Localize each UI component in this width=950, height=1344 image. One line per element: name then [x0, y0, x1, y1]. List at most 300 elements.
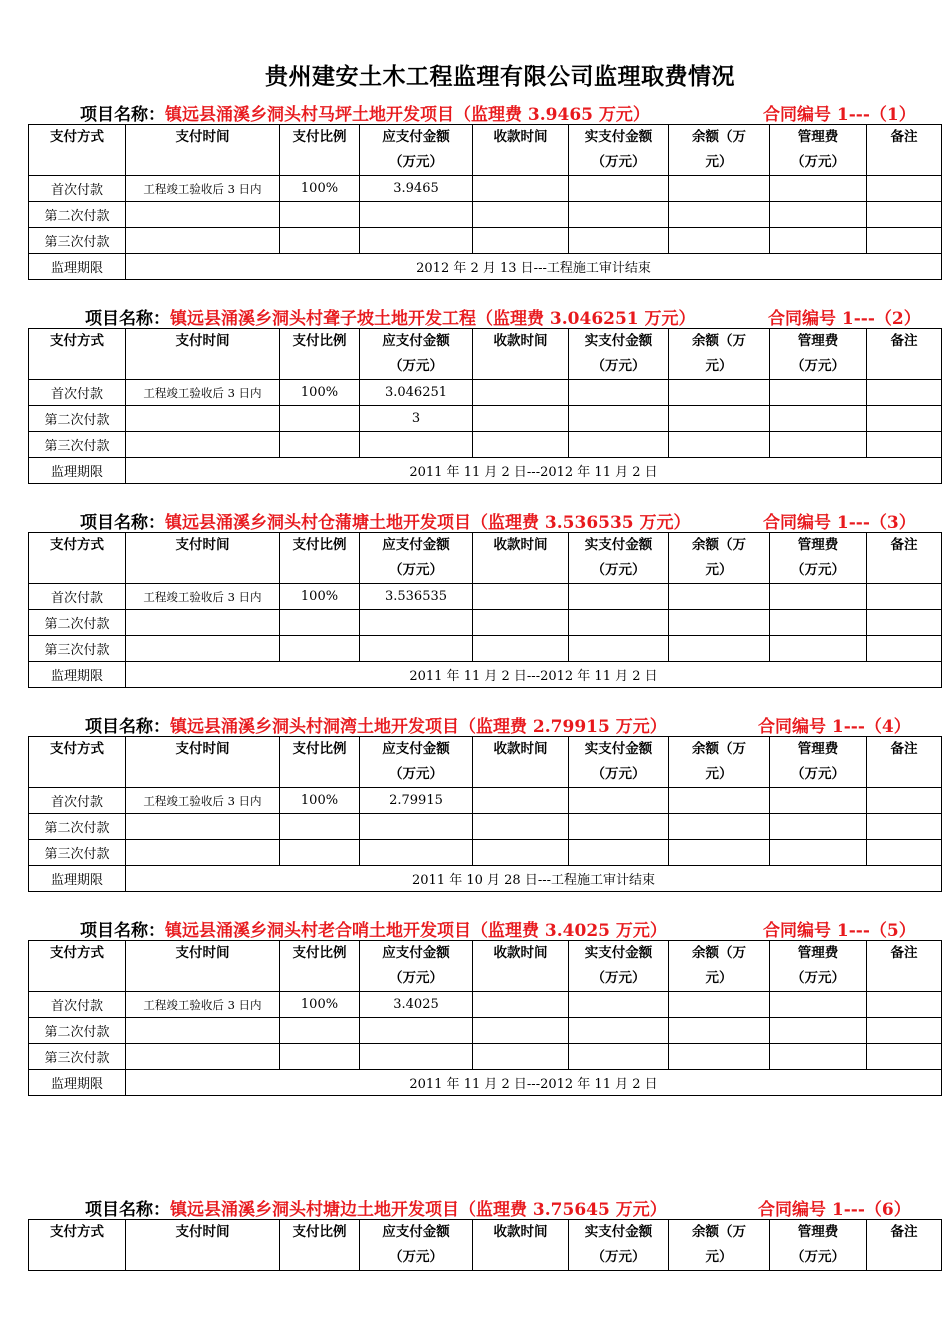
page-title: 贵州建安土木工程监理有限公司监理取费情况: [265, 63, 735, 90]
table-cell: [569, 992, 669, 1018]
header-line: （万元）: [591, 766, 646, 782]
header-line: 应支付金额: [382, 537, 450, 553]
col-header-time: [126, 533, 280, 584]
project-section: [28, 508, 941, 688]
table-cell: [770, 228, 867, 254]
project-section: [28, 712, 941, 892]
header-line: （万元）: [791, 358, 845, 374]
header-line: （万元）: [389, 970, 443, 986]
row-label: 监理期限: [29, 1070, 126, 1096]
project-name: 镇远县涌溪乡洞头村马坪土地开发项目（监理费 3.9465 万元）: [165, 105, 650, 125]
table-cell: [126, 228, 280, 254]
table-cell: [126, 814, 280, 840]
table-row: [29, 1044, 942, 1070]
cell-due-amount: 3: [360, 406, 473, 432]
header-line: 支付比例: [292, 129, 347, 145]
table-cell: [569, 406, 669, 432]
col-header-balance: [669, 533, 770, 584]
project-name-label: [85, 712, 667, 737]
row-label: 首次付款: [29, 176, 126, 202]
col-header-ratio: [280, 533, 360, 584]
col-header-ratio: [280, 329, 360, 380]
table-cell: [473, 1018, 569, 1044]
contract-number: 合同编号 1---（5）: [763, 921, 916, 941]
contract-number: 合同编号 1---（3）: [763, 513, 916, 533]
col-header-paid-amount: [569, 737, 669, 788]
table-cell: [770, 202, 867, 228]
table-cell: [669, 1044, 770, 1070]
table-cell: [280, 432, 360, 458]
table-row: [29, 584, 942, 610]
supervision-period: 2011 年 11 月 2 日---2012 年 11 月 2 日: [126, 1070, 942, 1096]
table-cell: [867, 380, 942, 406]
table-cell: [867, 432, 942, 458]
table-row: [29, 992, 942, 1018]
cell-pay-time: 工程竣工验收后 3 日内: [126, 992, 280, 1018]
row-label: 监理期限: [29, 458, 126, 484]
header-line: 元）: [705, 358, 733, 374]
table-cell: [360, 840, 473, 866]
cell-pay-ratio: 100%: [280, 380, 360, 406]
header-line: 应支付金额: [382, 1224, 450, 1240]
col-header-receipt-time: [473, 737, 569, 788]
fee-table: [28, 532, 942, 688]
table-cell: [280, 636, 360, 662]
project-section: [28, 916, 941, 1096]
col-header-time: [126, 329, 280, 380]
table-cell: [569, 840, 669, 866]
table-header-row: [29, 737, 942, 788]
supervision-period: 2012 年 2 月 13 日---工程施工审计结束: [126, 254, 942, 280]
row-label: 第三次付款: [29, 840, 126, 866]
table-cell: [867, 992, 942, 1018]
col-header-due-amount: [360, 125, 473, 176]
row-label: 第二次付款: [29, 814, 126, 840]
table-cell: [473, 610, 569, 636]
header-line: 支付时间: [175, 1224, 230, 1240]
table-cell: [360, 636, 473, 662]
table-cell: [473, 840, 569, 866]
header-line: 支付方式: [50, 129, 104, 145]
table-cell: [770, 1044, 867, 1070]
table-cell: [473, 814, 569, 840]
table-cell: [770, 610, 867, 636]
header-line: 收款时间: [493, 537, 548, 553]
table-cell: [867, 584, 942, 610]
cell-pay-time: 工程竣工验收后 3 日内: [126, 380, 280, 406]
header-line: 收款时间: [493, 1224, 548, 1240]
header-line: （万元）: [389, 154, 443, 170]
col-header-mgmt-fee: [770, 1220, 867, 1271]
col-header-remarks: [867, 533, 942, 584]
table-cell: [569, 814, 669, 840]
header-line: （万元）: [591, 358, 646, 374]
fee-table: [28, 940, 942, 1096]
project-header: [28, 508, 941, 532]
header-line: 收款时间: [493, 741, 548, 757]
table-cell: [669, 202, 770, 228]
col-header-due-amount: [360, 737, 473, 788]
col-header-method: [29, 125, 126, 176]
table-cell: [126, 610, 280, 636]
table-cell: [669, 432, 770, 458]
table-cell: [770, 840, 867, 866]
row-label: 第二次付款: [29, 610, 126, 636]
cell-due-amount: [360, 1018, 473, 1044]
header-line: （万元）: [389, 358, 443, 374]
contract-number: 合同编号 1---（6）: [758, 1200, 911, 1220]
table-cell: [126, 1044, 280, 1070]
row-label: 监理期限: [29, 866, 126, 892]
row-label: 第三次付款: [29, 1044, 126, 1070]
table-cell: [867, 176, 942, 202]
fee-table: [28, 1219, 942, 1271]
table-cell: [360, 432, 473, 458]
table-header-row: [29, 1220, 942, 1271]
header-line: 备注: [890, 741, 918, 757]
table-cell: [126, 840, 280, 866]
table-header-row: [29, 329, 942, 380]
row-label: 第三次付款: [29, 432, 126, 458]
col-header-mgmt-fee: [770, 533, 867, 584]
col-header-due-amount: [360, 941, 473, 992]
header-line: 管理费: [797, 741, 839, 757]
header-line: 实支付金额: [584, 1224, 653, 1240]
table-row: [29, 662, 942, 688]
header-line: 支付方式: [50, 1224, 104, 1240]
header-line: 支付时间: [175, 333, 230, 349]
header-line: 实支付金额: [584, 333, 653, 349]
table-cell: [867, 202, 942, 228]
contract-number: 合同编号 1---（4）: [758, 717, 911, 737]
header-line: 支付时间: [175, 537, 230, 553]
header-line: 备注: [890, 945, 918, 961]
table-row: [29, 1070, 942, 1096]
table-cell: [867, 406, 942, 432]
header-line: 支付比例: [292, 333, 347, 349]
table-cell: [669, 406, 770, 432]
project-name: 镇远县涌溪乡洞头村塘边土地开发项目（监理费 3.75645 万元）: [170, 1200, 667, 1220]
table-row: [29, 202, 942, 228]
project-header: [28, 304, 941, 328]
supervision-period: 2011 年 11 月 2 日---2012 年 11 月 2 日: [126, 458, 942, 484]
project-name-key: 项目名称：: [85, 309, 170, 329]
row-label: 首次付款: [29, 380, 126, 406]
table-cell: [867, 610, 942, 636]
header-line: 支付比例: [292, 945, 347, 961]
project-header: [28, 712, 941, 736]
table-cell: [360, 1044, 473, 1070]
col-header-balance: [669, 941, 770, 992]
table-cell: [473, 584, 569, 610]
table-cell: [569, 1018, 669, 1044]
header-line: 应支付金额: [382, 741, 450, 757]
col-header-due-amount: [360, 533, 473, 584]
project-name-key: 项目名称：: [80, 513, 165, 533]
col-header-mgmt-fee: [770, 329, 867, 380]
project-name-label: [85, 304, 696, 329]
col-header-ratio: [280, 941, 360, 992]
header-line: 支付比例: [292, 1224, 347, 1240]
table-cell: [126, 1018, 280, 1044]
project-section: [28, 100, 941, 280]
table-cell: [473, 432, 569, 458]
col-header-time: [126, 1220, 280, 1271]
header-line: 实支付金额: [584, 129, 653, 145]
col-header-paid-amount: [569, 533, 669, 584]
header-line: 实支付金额: [584, 945, 653, 961]
col-header-mgmt-fee: [770, 737, 867, 788]
col-header-paid-amount: [569, 1220, 669, 1271]
table-cell: [669, 610, 770, 636]
table-cell: [770, 406, 867, 432]
header-line: 应支付金额: [382, 333, 450, 349]
supervision-period: 2011 年 11 月 2 日---2012 年 11 月 2 日: [126, 662, 942, 688]
header-line: 余额（万: [692, 537, 746, 553]
table-cell: [669, 380, 770, 406]
col-header-receipt-time: [473, 1220, 569, 1271]
table-cell: [569, 380, 669, 406]
header-line: 元）: [705, 562, 733, 578]
table-row: [29, 228, 942, 254]
cell-due-amount: 3.9465: [360, 176, 473, 202]
row-label: 第三次付款: [29, 636, 126, 662]
table-cell: [867, 788, 942, 814]
header-line: 余额（万: [692, 945, 746, 961]
table-row: [29, 380, 942, 406]
table-cell: [280, 228, 360, 254]
header-line: 管理费: [797, 129, 839, 145]
table-cell: [569, 202, 669, 228]
cell-due-amount: 2.79915: [360, 788, 473, 814]
table-cell: [867, 1044, 942, 1070]
header-line: （万元）: [591, 154, 646, 170]
table-cell: [669, 636, 770, 662]
table-row: [29, 866, 942, 892]
cell-pay-time: 工程竣工验收后 3 日内: [126, 584, 280, 610]
cell-pay-ratio: 100%: [280, 992, 360, 1018]
table-cell: [126, 432, 280, 458]
fee-table: [28, 736, 942, 892]
table-cell: [569, 788, 669, 814]
table-cell: [126, 202, 280, 228]
col-header-balance: [669, 1220, 770, 1271]
row-label: 第二次付款: [29, 1018, 126, 1044]
cell-pay-time: 工程竣工验收后 3 日内: [126, 176, 280, 202]
table-cell: [280, 840, 360, 866]
project-name-key: 项目名称：: [80, 105, 165, 125]
table-cell: [770, 1018, 867, 1044]
table-row: [29, 432, 942, 458]
header-line: 支付方式: [50, 537, 104, 553]
table-cell: [569, 584, 669, 610]
col-header-paid-amount: [569, 941, 669, 992]
col-header-remarks: [867, 1220, 942, 1271]
table-cell: [569, 228, 669, 254]
table-cell: [669, 584, 770, 610]
col-header-ratio: [280, 1220, 360, 1271]
project-name-key: 项目名称：: [85, 717, 170, 737]
header-line: 支付比例: [292, 537, 347, 553]
table-cell: [867, 1018, 942, 1044]
table-cell: [770, 814, 867, 840]
table-cell: [473, 636, 569, 662]
table-row: [29, 458, 942, 484]
row-label: 监理期限: [29, 254, 126, 280]
table-cell: [770, 584, 867, 610]
table-cell: [569, 432, 669, 458]
table-cell: [280, 1018, 360, 1044]
col-header-remarks: [867, 941, 942, 992]
table-cell: [473, 380, 569, 406]
header-line: 元）: [705, 766, 733, 782]
col-header-time: [126, 125, 280, 176]
header-line: 实支付金额: [584, 537, 653, 553]
header-line: 备注: [890, 537, 918, 553]
table-cell: [280, 610, 360, 636]
col-header-method: [29, 941, 126, 992]
cell-pay-ratio: 100%: [280, 584, 360, 610]
row-label: 首次付款: [29, 584, 126, 610]
header-line: 余额（万: [692, 129, 746, 145]
table-row: [29, 1018, 942, 1044]
header-line: （万元）: [791, 766, 845, 782]
table-cell: [669, 1018, 770, 1044]
project-section: [28, 1195, 941, 1271]
project-header: [28, 1195, 941, 1219]
header-line: （万元）: [591, 970, 646, 986]
header-line: 余额（万: [692, 333, 746, 349]
project-name-label: [80, 508, 691, 533]
project-header: [28, 100, 941, 124]
table-cell: [473, 228, 569, 254]
cell-due-amount: 3.536535: [360, 584, 473, 610]
cell-due-amount: [360, 610, 473, 636]
table-cell: [867, 228, 942, 254]
table-cell: [669, 228, 770, 254]
header-line: 元）: [705, 1249, 733, 1265]
header-line: 管理费: [797, 333, 839, 349]
col-header-paid-amount: [569, 329, 669, 380]
col-header-due-amount: [360, 329, 473, 380]
project-name: 镇远县涌溪乡洞头村洞湾土地开发项目（监理费 2.79915 万元）: [170, 717, 667, 737]
col-header-receipt-time: [473, 533, 569, 584]
col-header-method: [29, 1220, 126, 1271]
cell-pay-ratio: 100%: [280, 176, 360, 202]
row-label: 首次付款: [29, 992, 126, 1018]
header-line: （万元）: [791, 154, 845, 170]
col-header-method: [29, 737, 126, 788]
header-line: 余额（万: [692, 1224, 746, 1240]
cell-due-amount: [360, 202, 473, 228]
col-header-remarks: [867, 737, 942, 788]
header-line: （万元）: [389, 766, 443, 782]
table-cell: [473, 1044, 569, 1070]
project-name-label: [80, 916, 667, 941]
table-cell: [867, 840, 942, 866]
cell-pay-time: 工程竣工验收后 3 日内: [126, 788, 280, 814]
table-cell: [669, 814, 770, 840]
table-cell: [473, 788, 569, 814]
header-line: 支付比例: [292, 741, 347, 757]
table-header-row: [29, 125, 942, 176]
row-label: 第二次付款: [29, 406, 126, 432]
table-cell: [770, 788, 867, 814]
contract-number: 合同编号 1---（2）: [768, 309, 921, 329]
project-section: [28, 304, 941, 484]
header-line: （万元）: [791, 970, 845, 986]
fee-table: [28, 328, 942, 484]
table-cell: [569, 610, 669, 636]
table-cell: [867, 636, 942, 662]
header-line: 元）: [705, 970, 733, 986]
fee-table: [28, 124, 942, 280]
col-header-time: [126, 941, 280, 992]
header-line: 备注: [890, 129, 918, 145]
header-line: （万元）: [791, 1249, 845, 1265]
table-cell: [126, 406, 280, 432]
table-cell: [669, 788, 770, 814]
col-header-mgmt-fee: [770, 125, 867, 176]
header-line: 支付方式: [50, 333, 104, 349]
header-line: 实支付金额: [584, 741, 653, 757]
header-line: 支付方式: [50, 741, 104, 757]
table-cell: [280, 814, 360, 840]
header-line: 应支付金额: [382, 945, 450, 961]
table-cell: [569, 1044, 669, 1070]
header-line: 管理费: [797, 1224, 839, 1240]
col-header-paid-amount: [569, 125, 669, 176]
project-name: 镇远县涌溪乡洞头村老合哨土地开发项目（监理费 3.4025 万元）: [165, 921, 667, 941]
header-line: 管理费: [797, 537, 839, 553]
header-line: （万元）: [591, 562, 646, 578]
col-header-ratio: [280, 737, 360, 788]
table-cell: [669, 992, 770, 1018]
table-cell: [770, 636, 867, 662]
table-header-row: [29, 941, 942, 992]
table-cell: [770, 380, 867, 406]
table-cell: [473, 202, 569, 228]
col-header-due-amount: [360, 1220, 473, 1271]
header-line: 收款时间: [493, 129, 548, 145]
col-header-receipt-time: [473, 125, 569, 176]
table-cell: [280, 406, 360, 432]
header-line: 支付时间: [175, 945, 230, 961]
table-cell: [126, 636, 280, 662]
header-line: 元）: [705, 154, 733, 170]
header-line: （万元）: [591, 1249, 646, 1265]
row-label: 第二次付款: [29, 202, 126, 228]
table-cell: [569, 636, 669, 662]
project-name: 镇远县涌溪乡洞头村聋子坡土地开发工程（监理费 3.046251 万元）: [170, 309, 696, 329]
col-header-receipt-time: [473, 329, 569, 380]
header-line: 备注: [890, 333, 918, 349]
row-label: 监理期限: [29, 662, 126, 688]
table-cell: [280, 202, 360, 228]
col-header-mgmt-fee: [770, 941, 867, 992]
header-line: （万元）: [791, 562, 845, 578]
table-cell: [473, 406, 569, 432]
col-header-receipt-time: [473, 941, 569, 992]
table-row: [29, 840, 942, 866]
table-cell: [569, 176, 669, 202]
table-cell: [867, 814, 942, 840]
contract-number: 合同编号 1---（1）: [763, 105, 916, 125]
table-cell: [770, 432, 867, 458]
project-name-key: 项目名称：: [80, 921, 165, 941]
project-name-label: [85, 1195, 667, 1220]
header-line: （万元）: [389, 562, 443, 578]
